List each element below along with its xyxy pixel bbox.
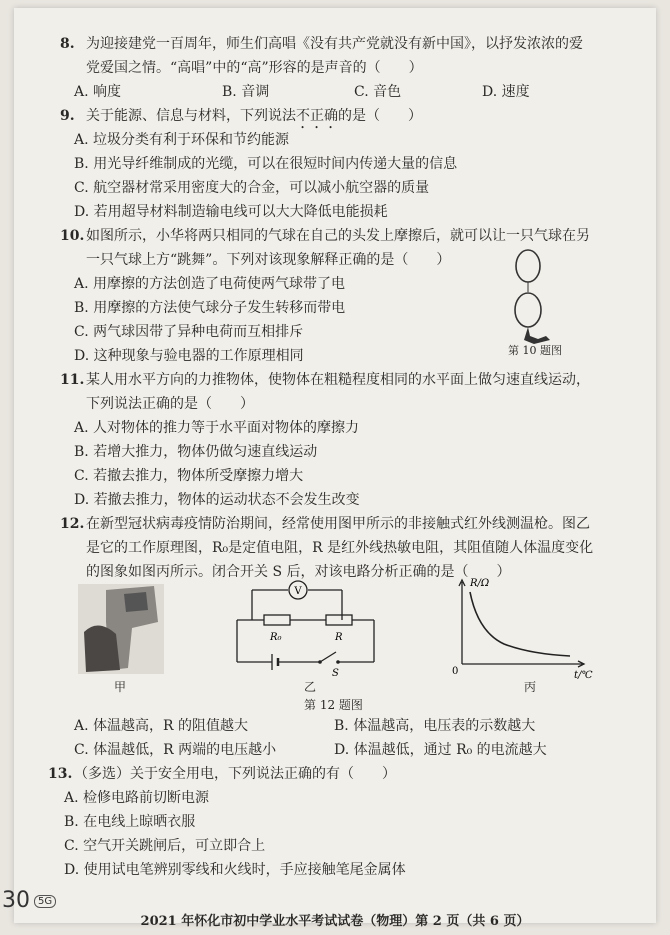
option-b: B. 音调 <box>222 84 270 100</box>
page-mark-number: 30 <box>2 888 30 913</box>
option-a: A. 检修电路前切断电源 <box>64 790 210 806</box>
question-stem-continued: 党爱国之情。“高唱”中的“高”形容的是声音的（ ） <box>86 60 423 76</box>
switch-pivot <box>318 660 322 664</box>
option-b: B. 若增大推力，物体仍做匀速直线运动 <box>74 444 318 460</box>
page-footer: 2021 年怀化市初中学业水平考试试卷（物理）第 2 页（共 6 页） <box>140 914 530 929</box>
question-number: 8. <box>60 36 75 52</box>
question-8 <box>60 32 636 56</box>
question-11 <box>60 368 636 392</box>
balloon-figure <box>494 244 584 354</box>
option-c: C. 空气开关跳闸后，可立即合上 <box>64 838 266 854</box>
option-d: D. 使用试电笔辨别零线和火线时，手应接触笔尾金属体 <box>64 862 406 878</box>
question-number: 12. <box>60 516 85 532</box>
question-stem: 在新型冠状病毒疫情防治期间，经常使用图甲所示的非接触式红外线测温枪。图乙 <box>86 516 590 532</box>
figure-caption: 第 12 题图 <box>304 698 363 712</box>
network-badge: 5G <box>34 895 56 908</box>
option-a: A. 人对物体的推力等于水平面对物体的摩擦力 <box>74 420 360 436</box>
question-number: 9. <box>60 108 75 124</box>
option-b: B. 体温越高，电压表的示数越大 <box>334 718 536 734</box>
option-d: D. 这种现象与验电器的工作原理相同 <box>74 348 304 364</box>
question-12 <box>60 512 636 536</box>
question-number: 13. <box>48 766 73 782</box>
option-b: B. 在电线上晾晒衣服 <box>64 814 196 830</box>
figure-caption: 第 10 题图 <box>508 344 562 357</box>
switch-contact <box>336 660 340 664</box>
option-b: B. 用光导纤维制成的光缆，可以在很短时间内传递大量的信息 <box>74 156 458 172</box>
option-d: D. 若撤去推力，物体的运动状态不会发生改变 <box>74 492 360 508</box>
question-stem: 如图所示，小华将两只相同的气球在自己的头发上摩擦后，就可以让一只气球在另 <box>86 228 590 244</box>
thermometer-gun-figure <box>76 582 166 678</box>
option-a: A. 用摩擦的方法创造了电荷使两气球带了电 <box>74 276 346 292</box>
question-stem-post: 的是（ ） <box>338 108 422 124</box>
phone-status-overlay <box>2 888 56 913</box>
option-c: C. 航空器材常采用密度大的合金，可以减小航空器的质量 <box>74 180 430 196</box>
r0-label: R₀ <box>270 632 282 643</box>
question-stem-pre: 关于能源、信息与材料，下列说法 <box>86 108 296 124</box>
question-number: 11. <box>60 372 85 388</box>
question-13 <box>48 762 636 786</box>
question-stem: （多选）关于安全用电，下列说法正确的有（ ） <box>74 766 396 782</box>
option-c: C. 两气球因带了异种电荷而互相排斥 <box>74 324 304 340</box>
option-c: C. 若撤去推力，物体所受摩擦力增大 <box>74 468 304 484</box>
resistance-temperature-graph <box>444 574 604 684</box>
option-d: D. 速度 <box>482 84 530 100</box>
option-a: A. 响度 <box>74 84 122 100</box>
question-stem-continued: 下列说法正确的是（ ） <box>86 396 254 412</box>
option-d: D. 若用超导材料制造输电线可以大大降低电能损耗 <box>74 204 388 220</box>
question-stem: 为迎接建党一百周年，师生们高唱《没有共产党就没有新中国》，以抒发浓浓的爱 <box>86 36 583 52</box>
option-b: B. 用摩擦的方法使气球分子发生转移而带电 <box>74 300 346 316</box>
exam-page <box>14 8 656 929</box>
voltmeter-label: V <box>294 586 302 597</box>
question-stem: 某人用水平方向的力推物体，使物体在粗糙程度相同的水平面上做匀速直线运动， <box>86 372 590 388</box>
x-axis-label: t/℃ <box>574 670 593 681</box>
question-stem-emphasis: 不正确 <box>296 108 338 124</box>
circuit-diagram <box>232 578 382 678</box>
switch-label: S <box>332 668 339 678</box>
question-stem-continued: 是它的工作原理图，R₀是定值电阻，R 是红外线热敏电阻，其阻值随人体温度变化 <box>86 540 594 556</box>
option-c: C. 音色 <box>354 84 402 100</box>
label-yi: 乙 <box>304 680 317 694</box>
resistance-curve <box>470 592 570 656</box>
gun-screen <box>124 592 148 612</box>
lower-balloon <box>515 293 541 327</box>
question-number: 10. <box>60 228 85 244</box>
question-stem-continued: 一只气球上方“跳舞”。下列对该现象解释正确的是（ ） <box>86 252 451 268</box>
option-a: A. 垃圾分类有利于环保和节约能源 <box>74 132 290 148</box>
option-c: C. 体温越低，R 两端的电压越小 <box>74 742 277 758</box>
r-label: R <box>335 632 343 643</box>
label-bing: 丙 <box>524 680 537 694</box>
label-jia: 甲 <box>114 680 127 694</box>
option-d: D. 体温越低，通过 R₀ 的电流越大 <box>334 742 547 758</box>
question-stem-continued: 的图象如图丙所示。闭合开关 S 后，对该电路分析正确的是（ ） <box>86 564 511 580</box>
option-a: A. 体温越高，R 的阻值越大 <box>74 718 249 734</box>
upper-balloon <box>516 250 540 282</box>
origin-label: 0 <box>452 666 459 677</box>
y-axis-label: R/Ω <box>470 578 490 589</box>
